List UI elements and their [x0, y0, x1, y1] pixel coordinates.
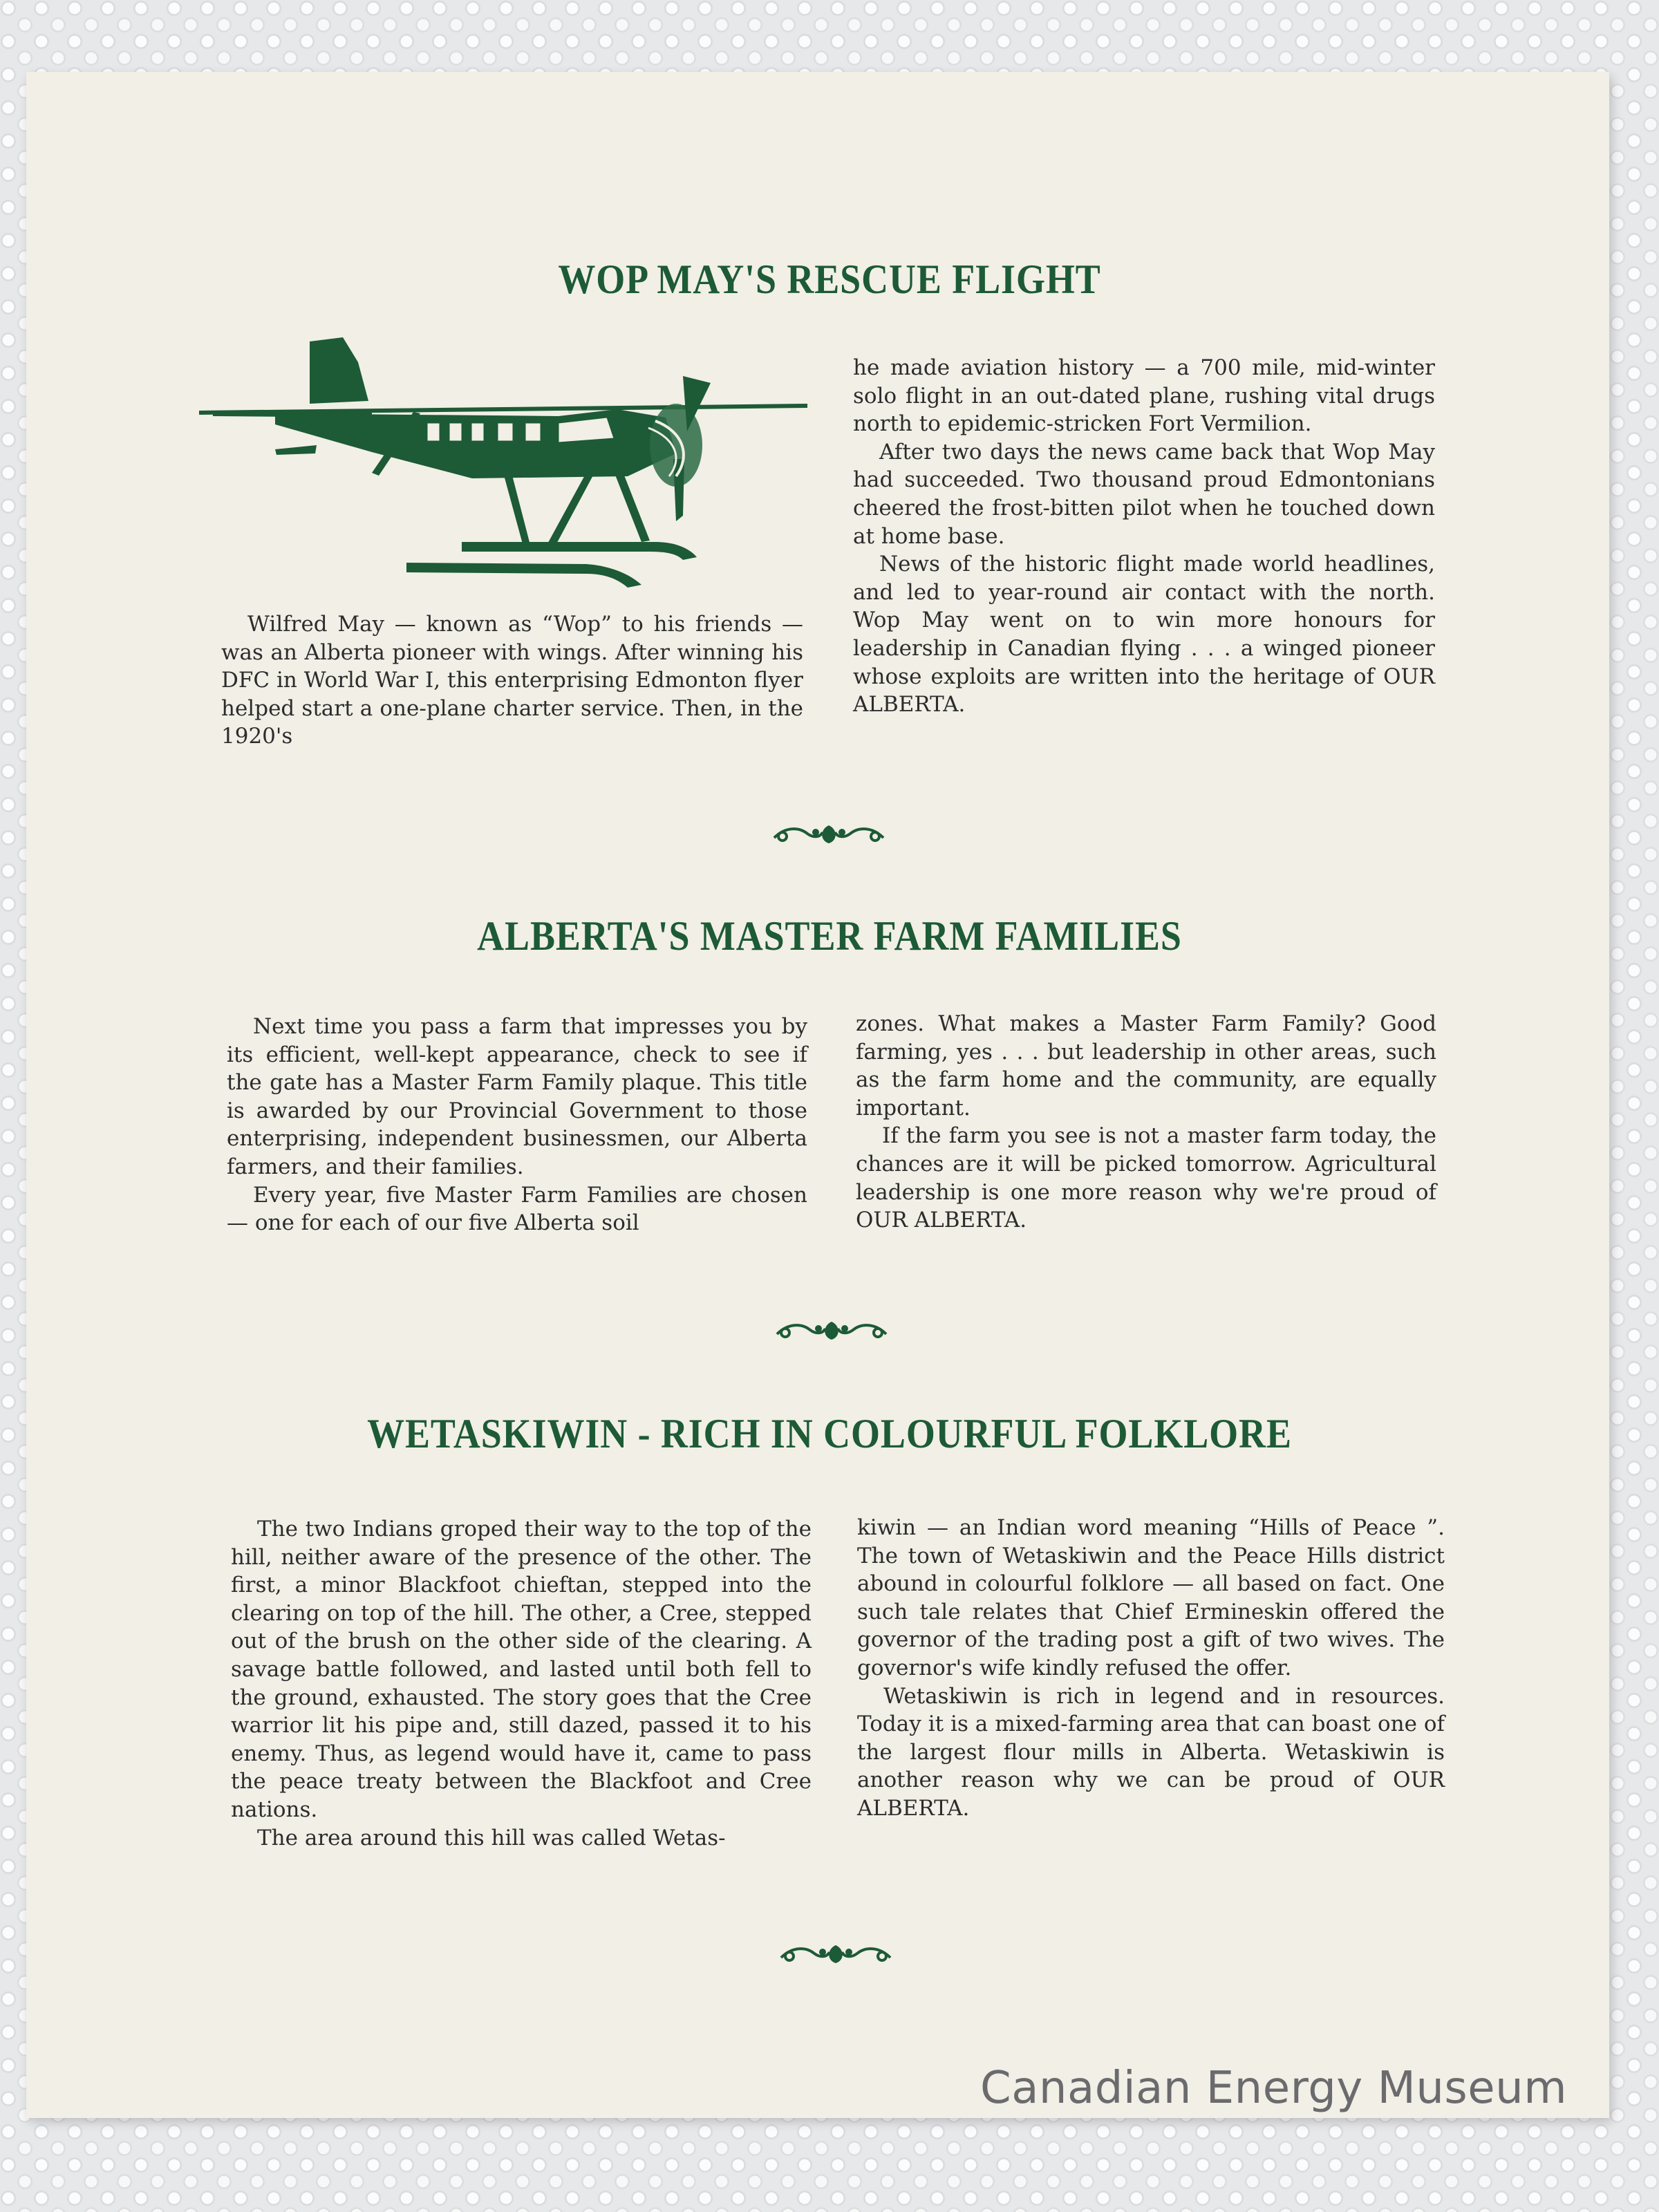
paragraph: News of the historic flight made world headlines, and led to year-round air contact with the north. Wop May went on to win more honours for leadership in Canadian flying . . . a winged pioneer whose exploits are written into the heritage of OUR ALBERTA. [853, 552, 1435, 718]
scroll-ornament-icon [774, 1319, 889, 1341]
section-title-master-farm: ALBERTA'S MASTER FARM FAMILIES [477, 913, 1182, 959]
paragraph: kiwin — an Indian word meaning “Hills of Peace ”. The town of Wetaskiwin and the Peace Hills district abound in colourful folklore — all based on fact. One such tale relates that Chief Ermineskin offered the governor of the trading post a gift of two wives. The governor's wife kindly refused the offer. [857, 1515, 1445, 1680]
paragraph: Wetaskiwin is rich in legend and in resources. Today it is a mixed-farming area that can boast one of the largest flour mills in Alberta. Wetaskiwin is another reason why we can be proud of OUR ALBERTA. [857, 1683, 1445, 1821]
section-title-wetaskiwin: WETASKIWIN - RICH IN COLOURFUL FOLKLORE [367, 1411, 1292, 1456]
wop-may-left-column [221, 610, 803, 751]
paragraph: If the farm you see is not a master farm today, the chances are it will be picked tomorrow. Agricultural leadership is one more reason why we're proud of OUR ALBERTA. [856, 1123, 1436, 1233]
paragraph: The area around this hill was called Wetas- [257, 1825, 726, 1850]
master-farm-left-column [227, 1013, 807, 1237]
paragraph: Wilfred May — known as “Wop” to his friends — was an Alberta pioneer with wings. After winning his DFC in World War I, this enterprising Edmonton flyer helped start a one-plane charter service. Then, in the 1920's [221, 612, 803, 749]
ski-plane-icon [199, 335, 821, 590]
paragraph: After two days the news came back that Wop May had succeeded. Two thousand proud Edmontonians cheered the frost-bitten pilot when he touched down at home base. [853, 439, 1435, 549]
wop-may-right-column [853, 354, 1435, 719]
scroll-ornament-icon [771, 823, 886, 845]
paragraph: Every year, five Master Farm Families are chosen — one for each of our five Alberta soil [227, 1182, 807, 1236]
paragraph: zones. What makes a Master Farm Family? Good farming, yes . . . but leadership in other areas, such as the farm home and the community, are equally important. [856, 1011, 1436, 1121]
wetaskiwin-right-column [857, 1514, 1445, 1823]
paragraph: Next time you pass a farm that impresses you by its efficient, well-kept appearance, check to see if the gate has a Master Farm Family plaque. This title is awarded by our Provincial Government to those enterprising, independent businessmen, our Alberta farmers, and their families. [227, 1014, 807, 1179]
wetaskiwin-left-column [231, 1515, 812, 1852]
paragraph: The two Indians groped their way to the top of the hill, neither aware of the presence of the other. The first, a minor Blackfoot chieftan, stepped into the clearing on top of the hill. The other, a Cree, stepped out of the brush on the other side of the clearing. A savage battle followed, and lasted until both fell to the ground, exhausted. The story goes that the Cree warrior lit his pipe and, still dazed, passed it to his enemy. Thus, as legend would have it, came to pass the peace treaty between the Blackfoot and Cree nations. [231, 1517, 812, 1822]
scroll-ornament-icon [778, 1942, 893, 1965]
section-title-wop-may: WOP MAY'S RESCUE FLIGHT [558, 256, 1101, 302]
master-farm-right-column [856, 1010, 1436, 1235]
paragraph: he made aviation history — a 700 mile, mid-winter solo flight in an out-dated plane, rushing vital drugs north to epidemic-stricken Fort Vermilion. [853, 355, 1435, 437]
museum-watermark: Canadian Energy Museum [980, 2063, 1568, 2114]
